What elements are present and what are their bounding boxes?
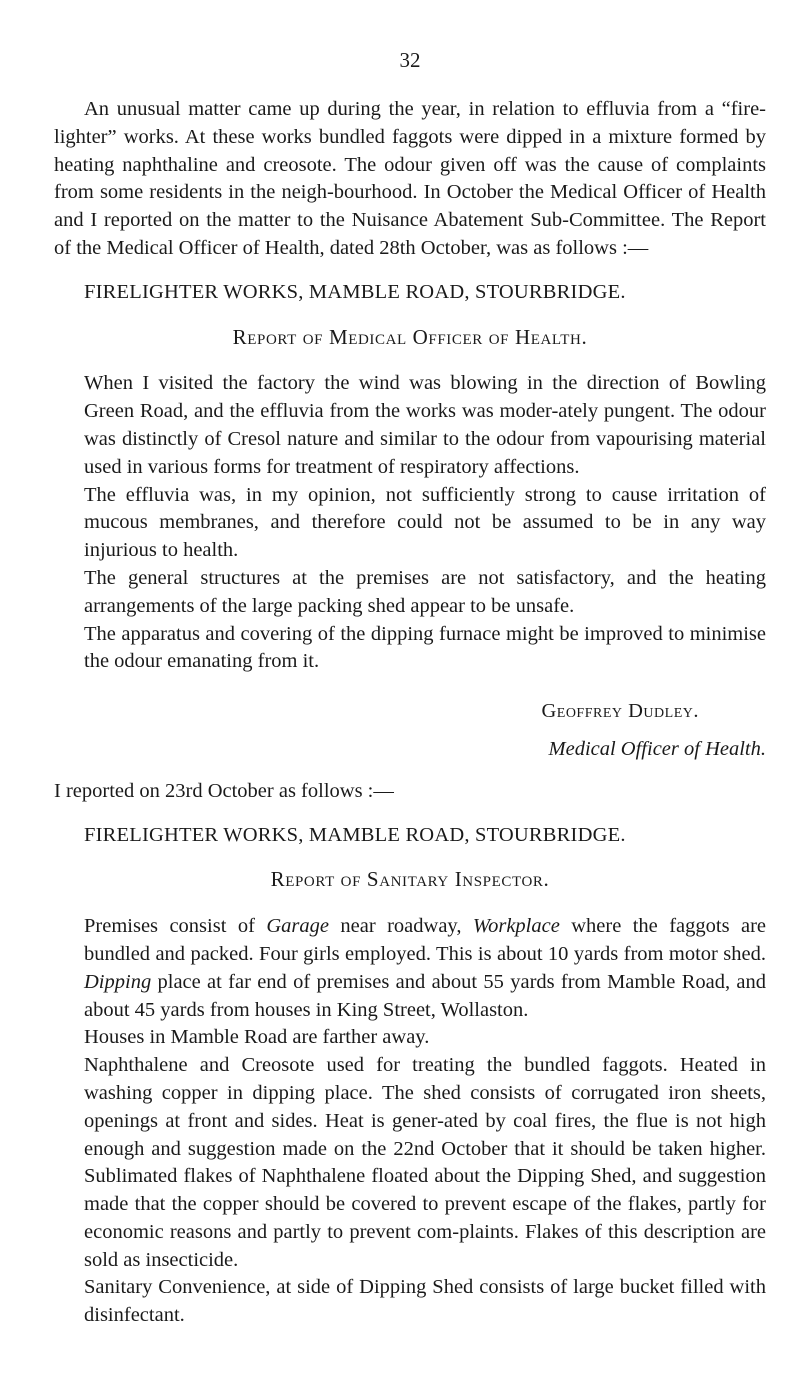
intro-paragraph: An unusual matter came up during the year, in relation to effluvia from a “fire-lighter” works. At these works bundled faggots were dipped in a mixture formed by heating naphthaline and creosote. The odour given off was the cause of complaints from some residents in the neigh-bourhood. In October the Medical Officer of Health and I reported on the matter to the Nuisance Abatement Sub-Committee. The Report of the Medical Officer of Health, dated 28th October, was as follows :— (54, 98, 766, 259)
inspector-p1-text-a: Premises consist of (84, 915, 267, 938)
signature-name: Geoffrey Dudley. (541, 700, 699, 723)
report-heading-moh: FIRELIGHTER WORKS, MAMBLE ROAD, STOURBRIDGE. (84, 280, 626, 303)
garage-term: Garage (266, 915, 329, 938)
report-subheading-inspector: Report of Sanitary Inspector. (270, 867, 550, 892)
report-heading-inspector: FIRELIGHTER WORKS, MAMBLE ROAD, STOURBRIDGE. (84, 823, 626, 846)
dipping-term: Dipping (84, 970, 152, 993)
inspector-p1-text-d: place at far end of premises and about 55 yards from Mamble Road, and about 45 yards from houses in King Street, Wollaston. (84, 970, 766, 1021)
moh-paragraph-4: The apparatus and covering of the dipping furnace might be improved to minimise the odour emanating from it. (84, 622, 766, 673)
moh-paragraph-3: The general structures at the premises are not satisfactory, and the heating arrangements of the large packing shed appear to be unsafe. (84, 566, 766, 617)
page-number: 32 (399, 48, 421, 72)
inspector-paragraph-3: Naphthalene and Creosote used for treating the bundled faggots. Heated in washing copper in dipping place. The shed consists of corrugated iron sheets, openings at front and sides. Heat is gener-ated by coal fires, the flue is not high enough and suggestion made on the 22nd October that it should be taken higher. Sublimated flakes of Naphthalene floated about the Dipping Shed, and suggestion made that the copper should be covered to prevent escape of the flakes, partly for economic reasons and partly to prevent com-plaints. Flakes of this description are sold as insecticide. (84, 1054, 766, 1271)
moh-paragraph-1: When I visited the factory the wind was blowing in the direction of Bowling Green Road, and the effluvia from the works was moder-ately pungent. The odour was distinctly of Cresol nature and similar to the odour from vapourising material used in various forms for treatment of respiratory affections. (84, 372, 766, 478)
moh-paragraph-2: The effluvia was, in my opinion, not sufficiently strong to cause irritation of mucous membranes, and therefore could not be assumed to be in any way injurious to health. (84, 483, 766, 562)
inspector-paragraph-1 (54, 913, 766, 1024)
inspector-paragraph-4: Sanitary Convenience, at side of Dipping Shed consists of large bucket filled with disinfectant. (84, 1276, 766, 1327)
inspector-p1-text-c: where the faggots are bundled and packed. Four girls employed. This is about 10 yards from motor shed. (84, 915, 767, 965)
inspector-paragraph-2: Houses in Mamble Road are farther away. (84, 1026, 430, 1049)
reported-line: I reported on 23rd October as follows :— (54, 779, 394, 802)
signature-title: Medical Officer of Health. (548, 737, 766, 760)
document-page (54, 0, 766, 1330)
workplace-term: Workplace (472, 915, 560, 938)
report-subheading-moh: Report of Medical Officer of Health. (232, 324, 588, 349)
inspector-p1-text-b: near roadway, (328, 915, 473, 938)
